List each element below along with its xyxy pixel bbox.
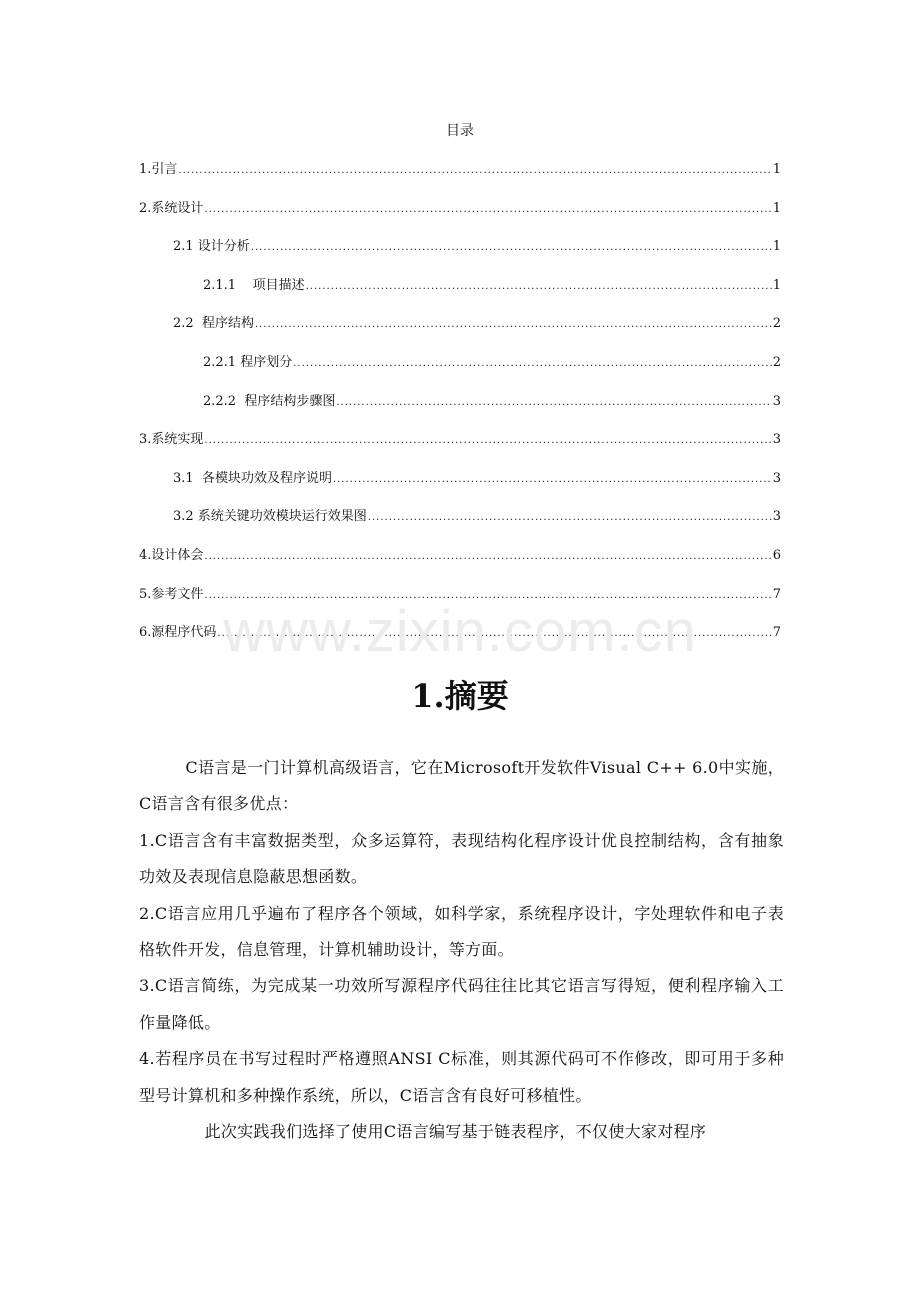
- toc-dot-leader: [178, 159, 771, 183]
- toc-page-number: 7: [772, 586, 781, 602]
- toc-dot-leader: [293, 352, 772, 376]
- paragraph: 此次实践我们选择了使用C语言编写基于链表程序，不仅使大家对程序: [204, 1122, 707, 1142]
- toc-entry[interactable]: [139, 390, 781, 429]
- toc-entry-label: 1.引言: [139, 162, 178, 177]
- toc-entry[interactable]: [139, 428, 781, 467]
- toc-entry[interactable]: [139, 583, 781, 622]
- toc-entry[interactable]: [139, 158, 781, 197]
- toc-page-number: 2: [772, 354, 781, 370]
- toc-page-number: 1: [772, 239, 781, 255]
- toc-entry-label: 2.1.1 项目描述: [203, 277, 305, 293]
- toc-page-number: 2: [772, 316, 781, 332]
- table-of-contents: [139, 158, 781, 660]
- toc-entry-label: 6.源程序代码: [139, 625, 217, 641]
- toc-dot-leader: [217, 622, 771, 646]
- toc-entry-label: 2.1 设计分析: [173, 239, 250, 255]
- toc-entry[interactable]: [139, 544, 781, 583]
- toc-dot-leader: [204, 545, 771, 569]
- paragraph: 2.C语言应用几乎遍布了程序各个领域，如科学家，系统程序设计，字处理软件和电子表格软件开发，信息管理，计算机辅助设计，等方面。: [139, 903, 784, 960]
- toc-entry[interactable]: [139, 505, 781, 544]
- toc-page-number: 3: [772, 509, 781, 525]
- toc-page-number: 3: [772, 432, 781, 448]
- toc-entry-label: 3.系统实现: [139, 432, 204, 448]
- toc-entry[interactable]: [139, 235, 781, 274]
- section-heading: 1.摘要: [411, 677, 509, 715]
- paragraph: C语言是一门计算机高级语言，它在Microsoft开发软件Visual C++ 6.0中实施，C语言含有很多优点：: [139, 758, 784, 814]
- paragraph: 1.C语言含有丰富数据类型，众多运算符，表现结构化程序设计优良控制结构，含有抽象功效及表现信息隐蔽思想函数。: [139, 830, 784, 887]
- watermark: www.zixin.com.cn: [223, 599, 697, 664]
- toc-entry-label: 2.2 程序结构: [173, 316, 254, 332]
- toc-dot-leader: [204, 198, 771, 222]
- toc-dot-leader: [255, 313, 772, 337]
- toc-entry[interactable]: [139, 312, 781, 351]
- toc-entry[interactable]: [139, 274, 781, 313]
- toc-page-number: 1: [772, 162, 781, 177]
- abstract-body: [139, 750, 784, 1150]
- toc-dot-leader: [204, 584, 771, 608]
- toc-dot-leader: [251, 236, 772, 260]
- toc-entry-label: 3.1 各模块功效及程序说明: [173, 470, 332, 486]
- toc-dot-leader: [368, 506, 772, 530]
- toc-entry[interactable]: [139, 467, 781, 506]
- toc-entry-label: 5.参考文件: [139, 586, 204, 602]
- toc-title: 目录: [446, 123, 474, 139]
- toc-page-number: 6: [772, 547, 781, 563]
- toc-entry-label: 2.2.1 程序划分: [203, 354, 293, 370]
- toc-page-number: 3: [772, 470, 781, 486]
- toc-dot-leader: [306, 275, 772, 299]
- toc-entry[interactable]: [139, 351, 781, 390]
- toc-entry-label: 4.设计体会: [139, 547, 204, 563]
- toc-dot-leader: [333, 468, 772, 492]
- toc-dot-leader: [204, 429, 771, 453]
- toc-dot-leader: [336, 391, 771, 415]
- toc-entry-label: 3.2 系统关键功效模块运行效果图: [173, 509, 367, 525]
- toc-entry-label: 2.系统设计: [139, 200, 204, 216]
- toc-page-number: 7: [772, 625, 781, 641]
- toc-entry[interactable]: [139, 621, 781, 660]
- toc-page-number: 1: [772, 200, 781, 216]
- paragraph: 4.若程序员在书写过程时严格遵照ANSI C标准，则其源代码可不作修改，即可用于多种型号计算机和多种操作系统，所以，C语言含有良好可移植性。: [139, 1049, 784, 1105]
- toc-entry[interactable]: [139, 197, 781, 236]
- toc-entry-label: 2.2.2 程序结构步骤图: [203, 393, 336, 409]
- toc-page-number: 1: [772, 277, 781, 293]
- paragraph: 3.C语言简练，为完成某一功效所写源程序代码往往比其它语言写得短，便利程序输入工作量降低。: [139, 976, 784, 1032]
- toc-page-number: 3: [772, 393, 781, 409]
